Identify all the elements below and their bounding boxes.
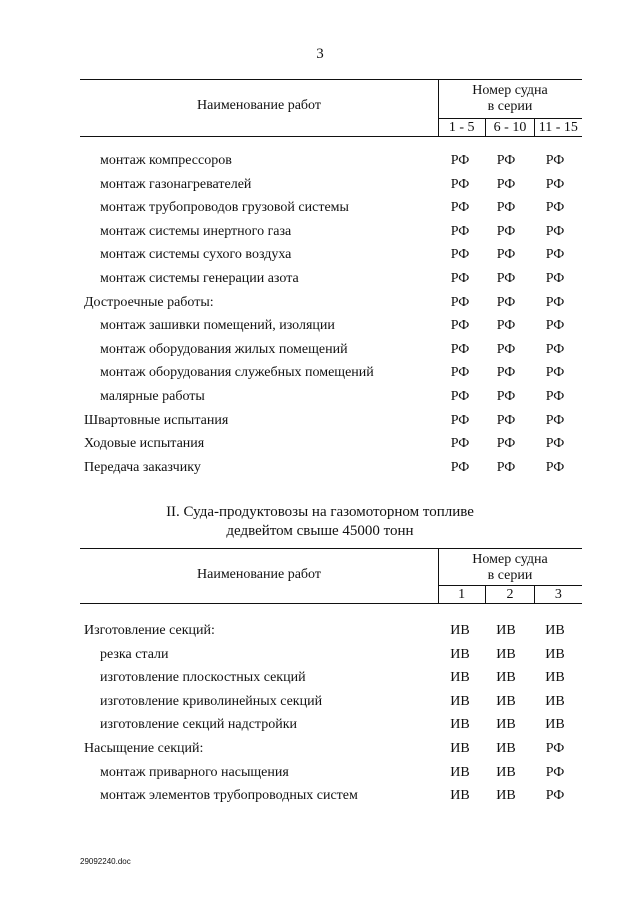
ship-number-line1: Номер судна [472,552,548,567]
series-value: ИВ [496,670,516,686]
series-col-2: 6 - 10 [485,119,533,136]
work-name: Достроечные работы: [84,294,214,310]
series-value: РФ [545,764,565,780]
table-body [80,619,582,808]
table-row [80,291,582,315]
series-value: ИВ [450,623,470,638]
series-value: РФ [496,436,516,452]
series-value: РФ [545,436,565,452]
series-value: РФ [545,294,565,310]
series-value: РФ [450,200,470,216]
series-value: РФ [450,153,470,168]
series-value: РФ [545,270,565,286]
series-value: РФ [545,176,565,192]
series-value: ИВ [450,740,470,756]
table-header [80,548,582,604]
series-value: РФ [496,294,516,310]
series-value: ИВ [496,788,516,804]
table-row [80,409,582,433]
series-value: РФ [450,459,470,475]
series-value: РФ [545,247,565,263]
work-name: Передача заказчику [84,459,201,475]
series-col-3: 3 [534,586,582,603]
page-number: 3 [316,46,324,62]
series-value: ИВ [450,717,470,733]
series-value: РФ [545,788,565,804]
series-value: ИВ [545,717,565,733]
series-value: РФ [496,153,516,168]
work-name: Ходовые испытания [84,436,205,452]
table-row [80,737,582,761]
work-name: малярные работы [100,388,205,404]
work-name: изготовление плоскостных секций [100,670,306,686]
series-value: РФ [545,740,565,756]
work-name: монтаж приварного насыщения [100,764,289,780]
series-value: РФ [450,341,470,357]
work-name: монтаж системы генерации азота [100,270,299,286]
series-value: РФ [545,318,565,334]
table-row [80,173,582,197]
series-value: ИВ [450,670,470,686]
work-name: монтаж трубопроводов грузовой системы [100,200,349,216]
series-value: РФ [545,341,565,357]
series-value: ИВ [450,788,470,804]
series-value: РФ [496,176,516,192]
work-name: монтаж компрессоров [100,153,232,168]
work-name: Швартовные испытания [84,412,229,428]
ship-number-line2: в серии [487,568,533,583]
series-value: РФ [450,270,470,286]
series-value: РФ [545,388,565,404]
series-value: РФ [496,270,516,286]
series-value: РФ [545,412,565,428]
table-row [80,196,582,220]
series-value: ИВ [450,646,470,662]
series-value: РФ [545,365,565,381]
column-header-name: Наименование работ [197,567,321,582]
series-value: ИВ [496,646,516,662]
series-value: РФ [450,412,470,428]
series-value: РФ [496,459,516,475]
series-value: РФ [496,247,516,263]
works-table-2 [80,548,582,808]
table-row [80,385,582,409]
series-value: РФ [545,153,565,168]
table-row [80,456,582,480]
series-value: ИВ [450,693,470,709]
work-name: изготовление криволинейных секций [100,693,323,709]
table-row [80,784,582,808]
table-row [80,338,582,362]
work-name: Насыщение секций: [84,740,204,756]
table-row [80,314,582,338]
series-value: РФ [496,318,516,334]
series-value: ИВ [496,764,516,780]
table-row [80,149,582,173]
series-value: ИВ [496,740,516,756]
series-value: РФ [545,459,565,475]
series-value: РФ [450,388,470,404]
series-value: РФ [450,247,470,263]
table-row [80,666,582,690]
series-value: РФ [496,341,516,357]
table-row [80,220,582,244]
works-table-1 [80,79,582,479]
series-value: ИВ [496,717,516,733]
series-value: РФ [450,365,470,381]
section-title [0,503,640,541]
column-header-ship-number [438,83,582,115]
work-name: монтаж газонагревателей [100,176,252,192]
series-value: РФ [496,365,516,381]
column-header-name: Наименование работ [197,98,321,113]
series-value: ИВ [545,693,565,709]
work-name: монтаж системы сухого воздуха [100,247,292,263]
work-name: монтаж зашивки помещений, изоляции [100,318,335,334]
table-row [80,361,582,385]
section-title-line1: II. Суда-продуктовозы на газомоторном топливе [166,504,474,520]
series-value: ИВ [545,646,565,662]
table-body [80,149,582,479]
table-row [80,761,582,785]
series-value: РФ [496,388,516,404]
ship-number-line1: Номер судна [472,83,548,98]
footer-filename: 29092240.doc [80,857,131,866]
series-value: ИВ [545,623,565,638]
work-name: изготовление секций надстройки [100,717,297,733]
series-value: РФ [450,176,470,192]
work-name: монтаж оборудования служебных помещений [100,365,374,381]
series-value: РФ [545,223,565,239]
section-title-line2: дедвейтом свыше 45000 тонн [226,523,414,539]
ship-number-line2: в серии [487,99,533,114]
series-subheaders [438,118,582,136]
table-row [80,713,582,737]
work-name: Изготовление секций: [84,623,215,638]
column-header-ship-number [438,552,582,584]
work-name: монтаж системы инертного газа [100,223,292,239]
series-value: РФ [450,294,470,310]
series-col-1: 1 [458,587,466,602]
series-col-1: 1 - 5 [448,120,475,135]
series-value: ИВ [496,693,516,709]
table-row [80,643,582,667]
series-value: РФ [450,436,470,452]
series-value: РФ [545,200,565,216]
series-value: ИВ [545,670,565,686]
table-row [80,267,582,291]
table-row [80,690,582,714]
series-value: РФ [450,223,470,239]
table-row [80,619,582,643]
series-value: РФ [496,223,516,239]
series-col-3: 11 - 15 [534,119,582,136]
work-name: резка стали [100,646,169,662]
series-value: РФ [496,412,516,428]
series-col-2: 2 [485,586,533,603]
work-name: монтаж элементов трубопроводных систем [100,788,358,804]
table-row [80,243,582,267]
table-row [80,432,582,456]
work-name: монтаж оборудования жилых помещений [100,341,348,357]
series-subheaders [438,585,582,603]
series-value: РФ [496,200,516,216]
series-value: РФ [450,318,470,334]
table-header [80,79,582,137]
series-value: ИВ [450,764,470,780]
series-value: ИВ [496,623,516,638]
